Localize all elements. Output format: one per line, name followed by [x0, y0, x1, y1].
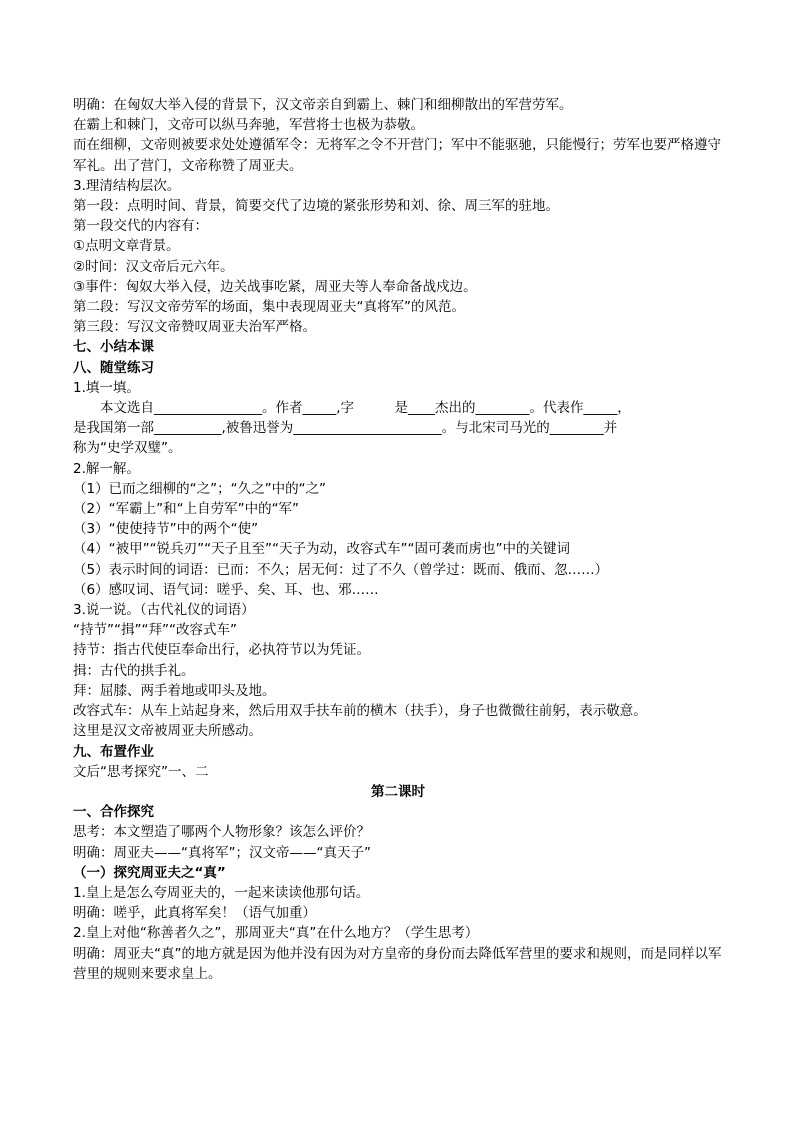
paragraph: 思考：本文塑造了哪两个人物形象？该怎么评价？: [73, 824, 370, 841]
paragraph: 揖：古代的拱手礼。: [73, 662, 195, 679]
fill-blank-line: 称为“史学双璧”。: [73, 440, 182, 457]
paragraph: 1.皇上是怎么夸周亚夫的，一起来读读他那句话。: [73, 884, 370, 901]
paragraph: 第二段：写汉文帝劳军的场面，集中表现周亚夫“真将军”的风范。: [73, 299, 465, 316]
section-heading: 一、合作探究: [73, 804, 154, 821]
paragraph: 第一段：点明时间、背景，简要交代了边境的紧张形势和刘、徐、周三军的驻地。: [73, 198, 559, 215]
list-item: ①点明文章背景。: [73, 238, 180, 255]
fill-blank-line: 是我国第一部__________,被鲁迅誉为______________________。与北宋司马光的________并: [73, 420, 618, 437]
paragraph: 拜：屈膝、两手着地或叩头及地。: [73, 682, 276, 699]
paragraph: “持节”“揖”“拜”“改容式车”: [73, 622, 237, 639]
section-heading: 七、小结本课: [73, 339, 154, 356]
paragraph: 第三段：写汉文帝赞叹周亚夫治军严格。: [73, 319, 316, 336]
section-heading: 九、布置作业: [73, 743, 154, 760]
paragraph: 文后“思考探究”一、二: [73, 763, 209, 780]
list-item: （5）表示时间的词语：已而：不久；居无何：过了不久（曾学过：既而、俄而、忽……）: [73, 561, 609, 578]
list-item: （1）已而之细柳的“之”；“久之”中的“之”: [73, 480, 327, 497]
paragraph: 而在细柳，文帝则被要求处处遵循军令：无将军之令不开营门；军中不能驱驰，只能慢行；劳军也要严格遵守军礼。出了营门，文帝称赞了周亚夫。: [73, 137, 721, 174]
paragraph: 持节：指古代使臣奉命出行，必执符节以为凭证。: [73, 642, 370, 659]
paragraph: 这里是汉文帝被周亚夫所感动。: [73, 723, 262, 740]
paragraph: 明确：周亚夫——“真将军”；汉文帝——“真天子”: [73, 844, 371, 861]
document-page: [73, 95, 723, 984]
paragraph: 2.皇上对他“称善者久之”，那周亚夫“真”在什么地方？（学生思考）: [73, 925, 479, 942]
paragraph: 改容式车：从车上站起身来，然后用双手扶车前的横木（扶手），身子也微微往前躬，表示敬意。: [73, 703, 647, 720]
list-item: （2）“军霸上”和“上自劳军”中的“军”: [73, 501, 300, 518]
question-title: 1.填一填。: [73, 379, 140, 396]
lesson-title: 第二课时: [371, 783, 425, 800]
paragraph: 第一段交代的内容有：: [73, 218, 208, 235]
question-title: 2.解一解。: [73, 460, 140, 477]
list-item: （6）感叹词、语气词：嗟乎、矣、耳、也、邪……: [73, 581, 379, 598]
list-item: （4）“被甲”“锐兵刃”“天子且至”“天子为动，改容式车”“固可袭而虏也”中的关键词: [73, 541, 571, 558]
subsection-heading: （一）探究周亚夫之“真”: [73, 864, 226, 881]
paragraph: 3.理清结构层次。: [73, 177, 181, 194]
paragraph: 明确：嗟乎，此真将军矣！（语气加重）: [73, 905, 316, 922]
fill-blank-line: 本文选自________________。作者_____,字 是____杰出的________。代表作_____，: [100, 400, 631, 417]
paragraph: 在霸上和棘门，文帝可以纵马奔驰，军营将士也极为恭敬。: [73, 117, 424, 134]
question-title: 3.说一说。（古代礼仪的词语）: [73, 602, 255, 619]
list-item: ②时间：汉文帝后元六年。: [73, 258, 234, 275]
paragraph: 明确：周亚夫“真”的地方就是因为他并没有因为对方皇帝的身份而去降低军营里的要求和规则，而是同样以军营里的规则来要求皇上。: [73, 945, 722, 982]
list-item: ③事件：匈奴大举入侵，边关战事吃紧，周亚夫等人奉命备战戍边。: [73, 278, 477, 295]
section-heading: 八、随堂练习: [73, 359, 154, 376]
paragraph: 明确：在匈奴大举入侵的背景下，汉文帝亲自到霸上、棘门和细柳散出的军营劳军。: [73, 97, 573, 113]
list-item: （3）“使使持节”中的两个“使”: [73, 521, 259, 538]
